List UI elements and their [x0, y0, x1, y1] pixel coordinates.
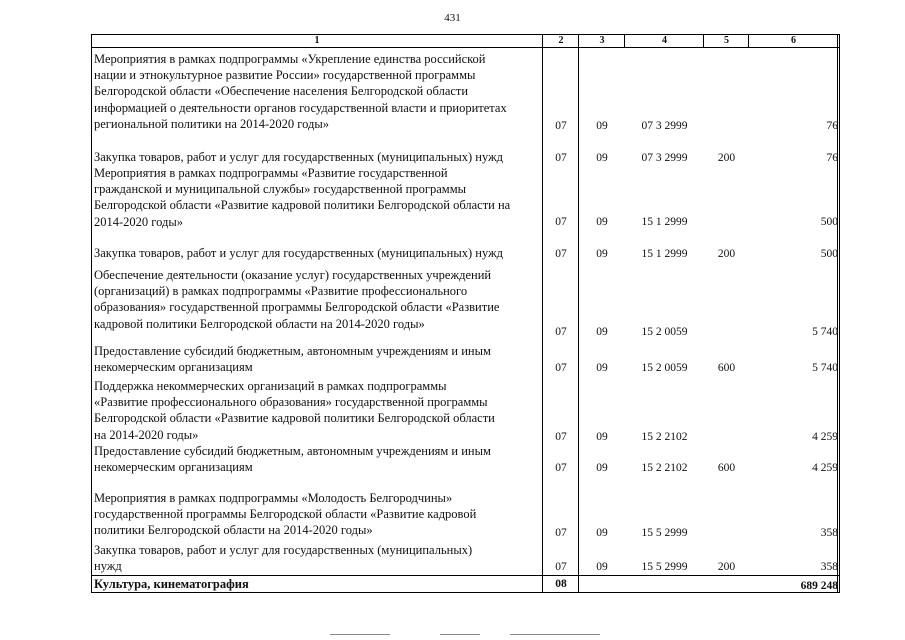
row-amount: 4 259 [812, 431, 838, 443]
row-amount: 500 [820, 248, 838, 260]
row-amount: 500 [820, 216, 838, 228]
row-section: 07 [555, 462, 567, 474]
row-amount: 76 [826, 152, 838, 164]
header-rule [92, 47, 839, 48]
row-subsection: 09 [596, 561, 608, 573]
row-expense-type: 600 [717, 362, 736, 374]
row-description: Закупка товаров, работ и услуг для государственных (муниципальных) нужд [94, 150, 504, 164]
row-description: Мероприятия в рамках подпрограммы «Укрепление единства российской нации и этнокультурное развитие России» государственной программы Белгородской области «Обеспечение населения Белгородской области информацией о деятельности органов государственной власти и приоритетах региональной политики на 2014-2020 годы» [94, 52, 507, 131]
row-amount: 76 [826, 120, 838, 132]
row-target-article: 15 2 2102 [641, 431, 688, 443]
row-amount: 358 [820, 561, 838, 573]
total-amount: 689 248 [800, 580, 838, 592]
row-target-article: 15 2 2102 [641, 462, 688, 474]
row-amount: 4 259 [812, 462, 838, 474]
row-section: 07 [555, 527, 567, 539]
total-rule [92, 575, 839, 576]
row-subsection: 09 [596, 527, 608, 539]
row-section: 07 [555, 248, 567, 260]
row-subsection: 09 [596, 216, 608, 228]
row-description: Мероприятия в рамках подпрограммы «Развитие государственной гражданской и муниципальной службы» государственной программы Белгородской области «Развитие кадровой политики Белгородской области на 2014-2020 годы» [94, 166, 511, 229]
row-description: Мероприятия в рамках подпрограммы «Молодость Белгородчины» государственной программы Белгородской области «Развитие кадровой политики Белгородской области на 2014-2020 годы» [94, 491, 477, 538]
row-subsection: 09 [596, 462, 608, 474]
row-section: 07 [555, 326, 567, 338]
row-section: 07 [555, 216, 567, 228]
row-description: Закупка товаров, работ и услуг для государственных (муниципальных) нужд [94, 543, 473, 574]
row-subsection: 09 [596, 120, 608, 132]
row-description: Закупка товаров, работ и услуг для государственных (муниципальных) нужд [94, 246, 504, 260]
row-subsection: 09 [596, 362, 608, 374]
row-target-article: 15 2 0059 [641, 362, 688, 374]
total-section: 08 [555, 578, 567, 590]
row-subsection: 09 [596, 152, 608, 164]
row-description: Предоставление субсидий бюджетным, автономным учреждениям и иным некомерческим организациям [94, 444, 491, 475]
row-target-article: 15 1 2999 [641, 216, 688, 228]
row-subsection: 09 [596, 326, 608, 338]
scan-mark [440, 634, 480, 635]
row-expense-type: 200 [717, 561, 736, 573]
row-description: Предоставление субсидий бюджетным, автономным учреждениям и иным некомерческим организациям [94, 344, 491, 375]
header-col-3: 3 [599, 35, 605, 46]
header-col-5: 5 [724, 35, 729, 46]
row-description: Поддержка некоммерческих организаций в рамках подпрограммы «Развитие профессионального образования» государственной программы Белгородской области «Развитие кадровой политики Белгородской области на 2014-2020 годы» [94, 379, 495, 442]
row-subsection: 09 [596, 431, 608, 443]
row-target-article: 15 2 0059 [641, 326, 688, 338]
scan-mark [510, 634, 600, 635]
row-section: 07 [555, 152, 567, 164]
row-expense-type: 200 [717, 152, 736, 164]
total-description: Культура, кинематография [94, 577, 249, 591]
row-description: Обеспечение деятельности (оказание услуг) государственных учреждений (организаций) в рамках подпрограммы «Развитие профессионального образования» государственной программы Белгородской области «Развитие кадровой политики Белгородской области на 2014-2020 годы» [94, 268, 500, 331]
row-target-article: 07 3 2999 [641, 120, 688, 132]
row-target-article: 07 3 2999 [641, 152, 688, 164]
header-col-4: 4 [662, 35, 667, 46]
row-target-article: 15 5 2999 [641, 561, 688, 573]
row-amount: 5 740 [812, 362, 838, 374]
row-section: 07 [555, 362, 567, 374]
row-expense-type: 200 [717, 248, 736, 260]
row-expense-type: 600 [717, 462, 736, 474]
row-section: 07 [555, 120, 567, 132]
page-number: 431 [444, 12, 461, 24]
header-col-2: 2 [558, 35, 564, 46]
row-target-article: 15 1 2999 [641, 248, 688, 260]
header-col-6: 6 [791, 35, 796, 46]
row-amount: 358 [820, 527, 838, 539]
header-col-1: 1 [314, 35, 320, 46]
row-section: 07 [555, 431, 567, 443]
row-amount: 5 740 [812, 326, 838, 338]
row-subsection: 09 [596, 248, 608, 260]
row-target-article: 15 5 2999 [641, 527, 688, 539]
budget-table [91, 34, 840, 593]
row-section: 07 [555, 561, 567, 573]
scan-mark [330, 634, 390, 635]
